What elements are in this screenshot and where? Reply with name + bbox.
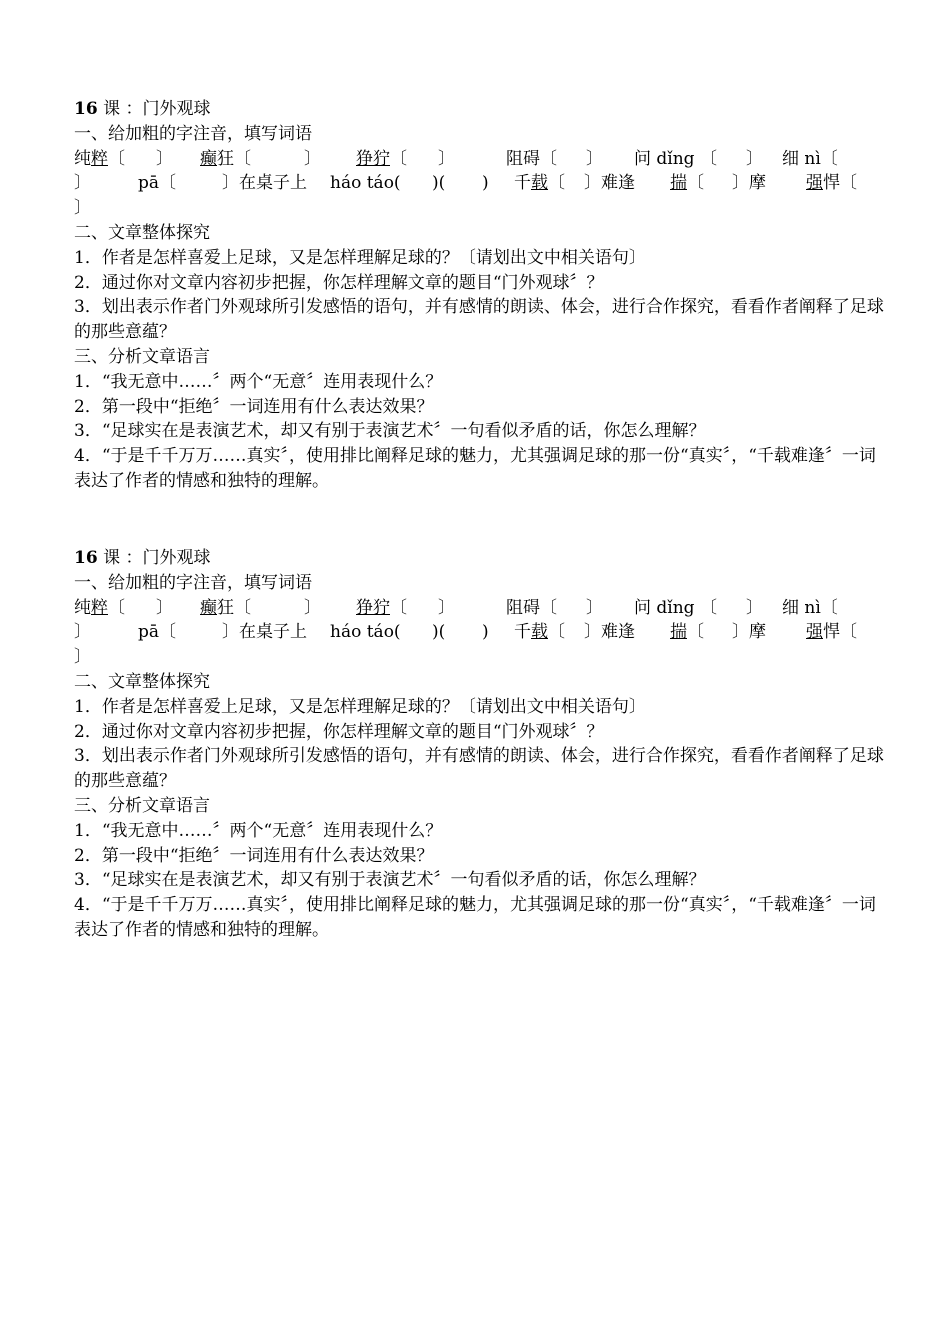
vocab-bracket: 〕 [156,148,173,169]
vocab-bracket: 〕 [586,597,603,618]
vocab-item: 阻碍〔 [506,148,557,169]
question: 3．“足球实在是表演艺术，却又有别于表演艺术〞一句看似矛盾的话，你怎么理解？ [74,870,706,891]
vocab-item: 阻碍〔 [506,597,557,618]
vocab-item: 纯粹〔 [74,597,125,618]
worksheet-block-2: 16 课 ：门外观球 一、给加粗的字注音，填写词语 纯粹〔 〕 癫狂〔 〕 狰狞〔 〕 阻碍〔 〕 问 dǐng 〔 〕 细 nì〔 〕 pā〔 〕在桌子上 háo táo( )( ) 千载〔 〕难逢 揣〔 〕摩 强悍〔 〕 二、文章整体探究 1．作者是怎样喜爱上足球，又是怎样理解足球的？〔请划出文中相关语句〕 2．通过你对文章内容初步把握，你怎样理解文章的题目“门外观球〞？ 3．划出表示作者门外观球所引发感悟的语句，并有感情的朗读、体会，进行合作探究，看看作者阐释了足球的那些意蕴？ 三、分析文章语言 1．“我无意中……〞两个“无意〞连用表现什么？ 2．第一段中“拒绝〞一词连用有什么表达效果？ 3．“足球实在是表演艺术，却又有别于表演艺术〞一句看似矛盾的话，你怎么理解？ 4．“于是千千万万……真实〞，使用排比阐释足球的魅力，尤其强调足球的那一份“真实〞，“千载难逢〞一词表达了作者的情感和独特的理解。 [74,546,884,943]
section-2-heading: 二、文章整体探究 [74,671,210,692]
section-3-heading: 三、分析文章语言 [74,346,210,367]
question: 1．作者是怎样喜爱上足球，又是怎样理解足球的？〔请划出文中相关语句〕 [74,247,646,268]
vocab-item: 癫狂〔 [200,597,251,618]
lesson-title: 16 课 ：门外观球 [74,548,211,568]
vocab-item: 细 nì〔 [782,148,838,169]
section-1-heading: 一、给加粗的字注音，填写词语 [74,123,312,144]
vocab-item: 纯粹〔 [74,148,125,169]
question: 2．通过你对文章内容初步把握，你怎样理解文章的题目“门外观球〞？ [74,272,604,293]
question: 3．划出表示作者门外观球所引发感悟的语句，并有感情的朗读、体会，进行合作探究，看看作者阐释了足球的那些意蕴？ [74,746,884,792]
question: 4．“于是千千万万……真实〞，使用排比阐释足球的魅力，尤其强调足球的那一份“真实〞，“千载难逢〞一词表达了作者的情感和独特的理解。 [74,895,876,940]
vocab-item: 狰狞〔 [356,597,407,618]
vocab-bracket: 〕 [156,597,173,618]
vocab-row-1 [74,147,884,172]
section-2-heading: 二、文章整体探究 [74,222,210,243]
question: 2．第一段中“拒绝〞一词连用有什么表达效果？ [74,845,434,866]
vocab-item: 细 nì〔 [782,597,838,618]
question: 3．“足球实在是表演艺术，却又有别于表演艺术〞一句看似矛盾的话，你怎么理解？ [74,421,706,442]
vocab-item: 狰狞〔 [356,148,407,169]
question: 1．作者是怎样喜爱上足球，又是怎样理解足球的？〔请划出文中相关语句〕 [74,696,646,717]
question: 1．“我无意中……〞两个“无意〞连用表现什么？ [74,820,443,841]
question: 3．划出表示作者门外观球所引发感悟的语句，并有感情的朗读、体会，进行合作探究，看看作者阐释了足球的那些意蕴？ [74,297,884,343]
vocab-row-2: 〕 pā〔 〕在桌子上 háo táo( )( ) 千载〔 〕难逢 揣〔 〕摩 强悍〔 [74,622,857,643]
vocab-bracket: 〕 [746,597,763,618]
vocab-bracket: 〕 [304,148,321,169]
vocab-item: 癫狂〔 [200,148,251,169]
question: 4．“于是千千万万……真实〞，使用排比阐释足球的魅力，尤其强调足球的那一份“真实〞，“千载难逢〞一词表达了作者的情感和独特的理解。 [74,446,876,491]
vocab-row-2: 〕 pā〔 〕在桌子上 háo táo( )( ) 千载〔 〕难逢 揣〔 〕摩 强悍〔 [74,173,857,194]
vocab-bracket: 〕 [746,148,763,169]
vocab-item: 问 dǐng 〔 [634,148,717,169]
lesson-title: 16 课 ：门外观球 [74,99,211,119]
vocab-bracket: 〕 [438,597,455,618]
question: 2．第一段中“拒绝〞一词连用有什么表达效果？ [74,396,434,417]
worksheet-block-1: 16 课 ：门外观球 一、给加粗的字注音，填写词语 纯粹〔 〕 癫狂〔 〕 狰狞〔 〕 阻碍〔 〕 问 dǐng 〔 〕 细 nì〔 〕 pā〔 〕在桌子上 háo táo( )( ) 千载〔 〕难逢 揣〔 〕摩 强悍〔 〕 二、文章整体探究 1．作者是怎样喜爱上足球，又是怎样理解足球的？〔请划出文中相关语句〕 2．通过你对文章内容初步把握，你怎样理解文章的题目“门外观球〞？ 3．划出表示作者门外观球所引发感悟的语句，并有感情的朗读、体会，进行合作探究，看看作者阐释了足球的那些意蕴？ 三、分析文章语言 1．“我无意中……〞两个“无意〞连用表现什么？ 2．第一段中“拒绝〞一词连用有什么表达效果？ 3．“足球实在是表演艺术，却又有别于表演艺术〞一句看似矛盾的话，你怎么理解？ 4．“于是千千万万……真实〞，使用排比阐释足球的魅力，尤其强调足球的那一份“真实〞，“千载难逢〞一词表达了作者的情感和独特的理解。 [74,97,884,494]
question: 2．通过你对文章内容初步把握，你怎样理解文章的题目“门外观球〞？ [74,721,604,742]
section-1-heading: 一、给加粗的字注音，填写词语 [74,572,312,593]
section-3-heading: 三、分析文章语言 [74,795,210,816]
vocab-bracket: 〕 [438,148,455,169]
vocab-row-1 [74,596,884,621]
vocab-item: 问 dǐng 〔 [634,597,717,618]
question: 1．“我无意中……〞两个“无意〞连用表现什么？ [74,371,443,392]
vocab-bracket: 〕 [586,148,603,169]
vocab-bracket: 〕 [304,597,321,618]
